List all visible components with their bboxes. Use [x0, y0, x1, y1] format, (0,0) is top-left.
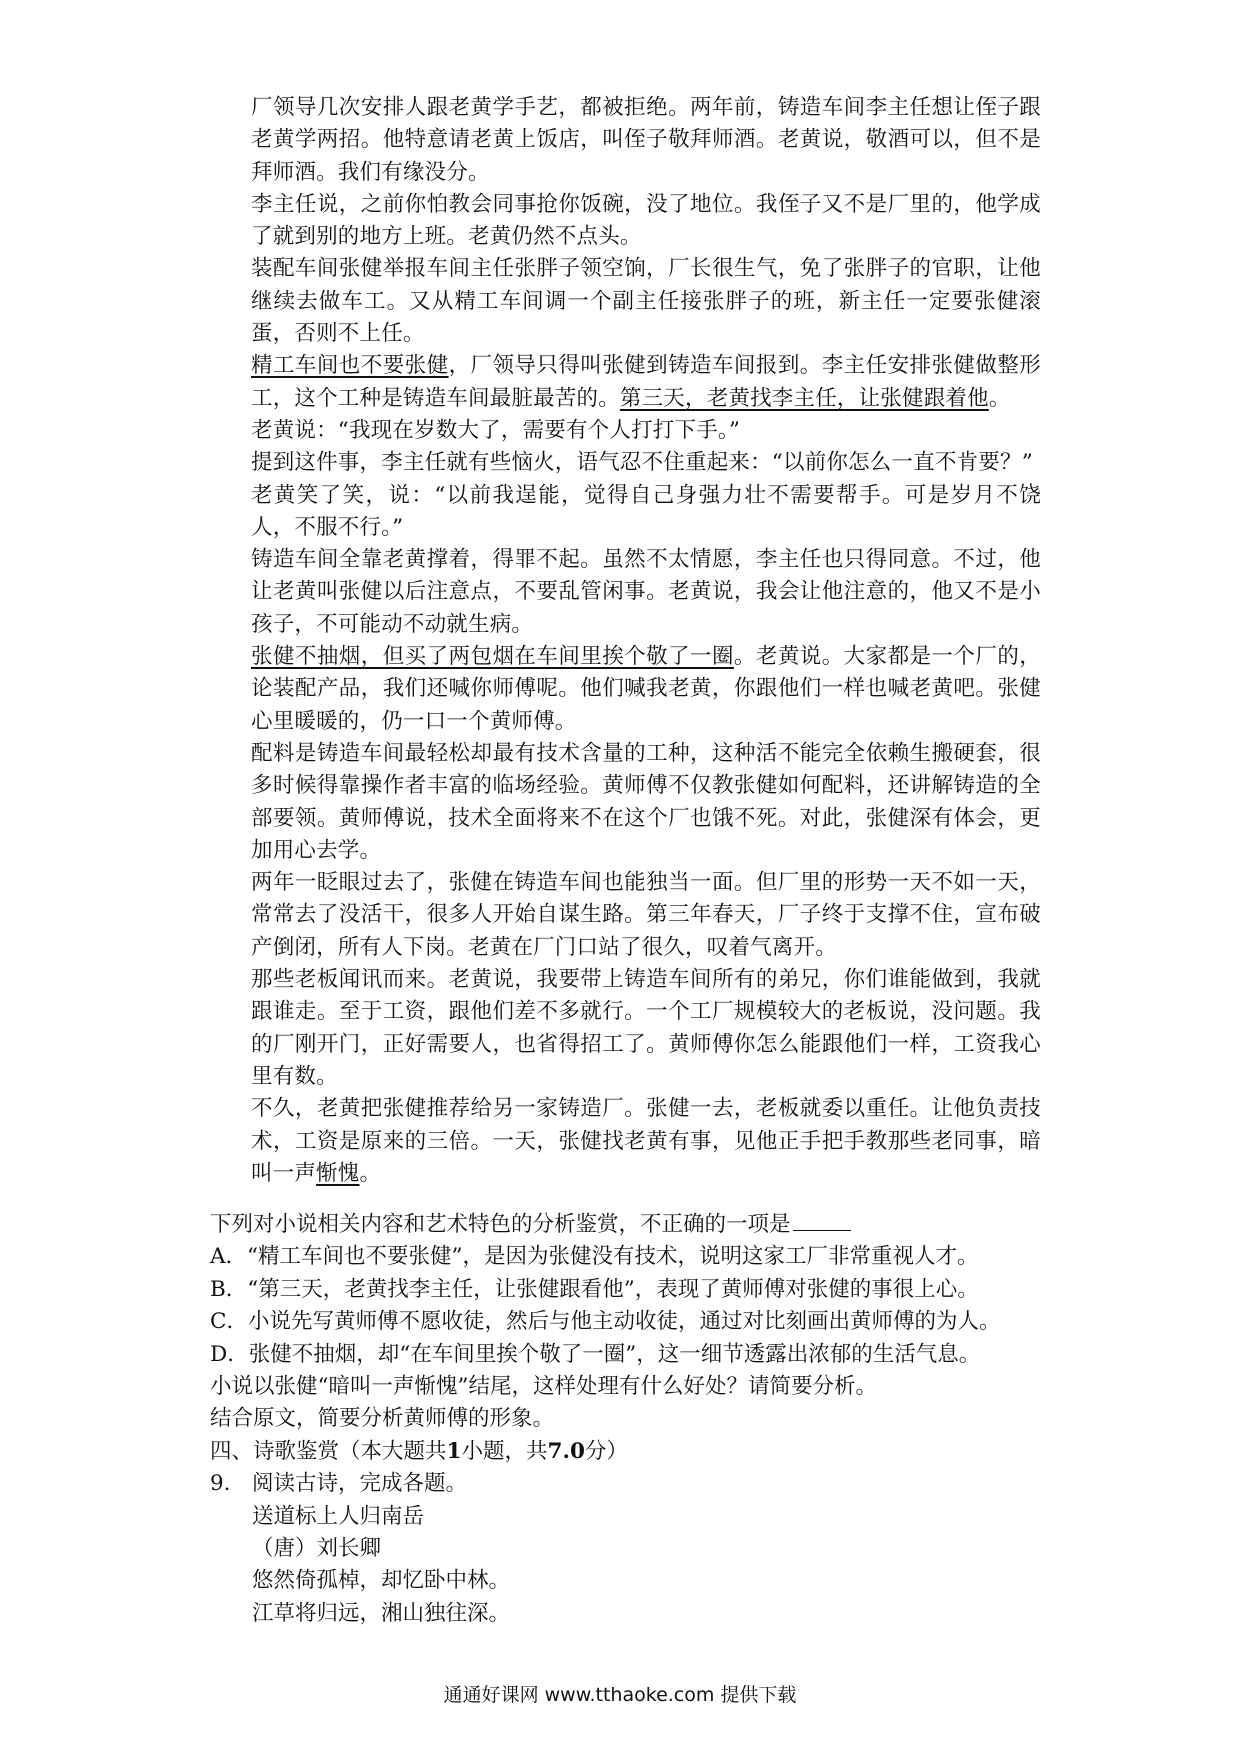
- option-b: B．“第三天，老黄找李主任，让张健跟看他”，表现了黄师傅对张健的事很上心。: [210, 1276, 979, 1302]
- paragraph-text: 。: [988, 385, 1011, 411]
- paragraph-text: 老黄说：“我现在岁数大了，需要有个人打打下手。”: [251, 417, 741, 443]
- paragraph-text: 两年一眨眼过去了，张健在铸造车间也能独当一面。但厂里的形势一天不如一天，常常去了没活干，很多人开始自谋生路。第三年春天，厂子终于支撑不住，宣布破产倒闭，所有人下岗。老黄在厂门口站了很久，叹着气离开。: [251, 870, 1041, 960]
- paragraph-text: 。老黄说。大家都是一个厂的，论装配产品，我们还喊你师傅呢。他们喊我老黄，你跟他们一样也喊老黄吧。张健心里暖暖的，仍一口一个黄师傅。: [251, 644, 1041, 734]
- section-four-heading: [210, 1436, 1050, 1468]
- paragraph-text: 老黄笑了笑，说：“以前我逞能，觉得自己身强力壮不需要帮手。可是岁月不饶人，不服不行。”: [251, 482, 1041, 540]
- option-c: C．小说先写黄师傅不愿收徒，然后与他主动收徒，通过对比刻画出黄师傅的为人。: [210, 1309, 1001, 1335]
- question-prompt-text: 下列对小说相关内容和艺术特色的分析鉴赏，不正确的一项是: [210, 1212, 791, 1237]
- question-two: 小说以张健“暗叫一声惭愧”结尾，这样处理有什么好处？请简要分析。: [210, 1374, 877, 1400]
- story-paragraph: [251, 350, 1041, 415]
- page-footer: 通通好课网 www.tthaoke.com 提供下载: [443, 1684, 797, 1706]
- poem-line: 悠然倚孤棹，却忆卧中林。: [252, 1568, 511, 1594]
- question-nine-instruction: 阅读古诗，完成各题。: [252, 1471, 468, 1497]
- paragraph-text: 配料是铸造车间最轻松却最有技术含量的工种，这种活不能完全依赖生搬硬套，很多时候得靠操作者丰富的临场经验。黄师傅不仅教张健如何配料，还讲解铸造的全部要领。黄师傅说，技术全面将来不在这个厂也饿不死。对此，张健深有体会，更加用心去学。: [251, 740, 1041, 863]
- paragraph-text: 那些老板闻讯而来。老黄说，我要带上铸造车间所有的弟兄，你们谁能做到，我就跟谁走。至于工资，跟他们差不多就行。一个工厂规模较大的老板说，没问题。我的厂刚开门，正好需要人，也省得招工了。黄师傅你怎么能跟他们一样，工资我心里有数。: [251, 967, 1041, 1089]
- paragraph-text: 铸造车间全靠老黄撑着，得罪不起。虽然不太情愿，李主任也只得同意。不过，他让老黄叫张健以后注意点，不要乱管闲事。老黄说，我会让他注意的，他又不是小孩子，不可能动不动就生病。: [251, 547, 1041, 637]
- option-d: D．张健不抽烟，却“在车间里挨个敬了一圈”，这一细节透露出浓郁的生活气息。: [210, 1341, 981, 1367]
- question-nine: [210, 1468, 1050, 1500]
- underlined-text: 精工车间也不要张健: [251, 353, 449, 379]
- story-paragraph: [251, 447, 1041, 479]
- story-paragraph: [251, 480, 1041, 545]
- story-paragraph: [251, 544, 1041, 641]
- poem-line: 江草将归远，湘山独往深。: [252, 1600, 511, 1626]
- story-paragraph: [251, 1093, 1041, 1190]
- story-text: [251, 92, 1041, 1190]
- questions-section: [210, 1208, 1050, 1630]
- story-paragraph: [251, 415, 1041, 447]
- paragraph-text: 不久，老黄把张健推荐给另一家铸造厂。张健一去，老板就委以重任。让他负责技术，工资是原来的三倍。一天，张健找老黄有事，见他正手把手教那些老同事，暗叫一声: [251, 1096, 1041, 1186]
- answer-blank: [793, 1208, 851, 1231]
- paragraph-text: 厂领导几次安排人跟老黄学手艺，都被拒绝。两年前，铸造车间李主任想让侄子跟老黄学两招。他特意请老黄上饭店，叫侄子敬拜师酒。老黄说，敬酒可以，但不是拜师酒。我们有缘没分。: [251, 95, 1041, 185]
- question-prompt: [210, 1208, 1050, 1241]
- story-paragraph: [251, 641, 1041, 738]
- underlined-text: 第三天，老黄找李主任，让张健跟着他: [619, 385, 989, 411]
- story-paragraph: [251, 738, 1041, 867]
- section-four-count: 1: [446, 1438, 462, 1464]
- story-paragraph: [251, 189, 1041, 254]
- option-a: A．“精工车间也不要张健”，是因为张健没有技术，说明这家工厂非常重视人才。: [210, 1244, 979, 1270]
- question-three: 结合原文，简要分析黄师傅的形象。: [210, 1406, 555, 1432]
- section-four-score: 7.0: [547, 1438, 585, 1464]
- underlined-text: 惭愧: [316, 1160, 360, 1186]
- story-paragraph: [251, 867, 1041, 964]
- paragraph-text: 李主任说，之前你怕教会同事抢你饭碗，没了地位。我侄子又不是厂里的，他学成了就到别的地方上班。老黄仍然不点头。: [251, 191, 1041, 250]
- poem-author: （唐）刘长卿: [252, 1536, 382, 1562]
- story-paragraph: [251, 92, 1041, 189]
- paragraph-text: ，厂领导只得叫张健到铸造车间报到。李主任安排张健做整形工，这个工种是铸造车间最脏最苦的。: [251, 353, 1041, 411]
- underlined-text: 张健不抽烟，但买了两包烟在车间里挨个敬了一圈: [251, 644, 734, 670]
- section-four-head-mid: 小题，共: [461, 1438, 548, 1464]
- paragraph-text: 提到这件事，李主任就有些恼火，语气忍不住重起来：“以前你怎么一直不肯要？”: [251, 450, 1033, 476]
- section-four-head-pre: 四、诗歌鉴赏（本大题共: [210, 1438, 447, 1464]
- section-four-head-post: 分）: [584, 1438, 628, 1464]
- poem-title: 送道标上人归南岳: [252, 1503, 425, 1529]
- story-paragraph: [251, 964, 1041, 1093]
- question-nine-number: 9.: [210, 1471, 231, 1497]
- paragraph-text: 装配车间张健举报车间主任张胖子领空饷，厂长很生气，免了张胖子的官职，让他继续去做车工。又从精工车间调一个副主任接张胖子的班，新主任一定要张健滚蛋，否则不上任。: [251, 256, 1041, 347]
- story-paragraph: [251, 253, 1041, 350]
- paragraph-text: 。: [359, 1160, 382, 1186]
